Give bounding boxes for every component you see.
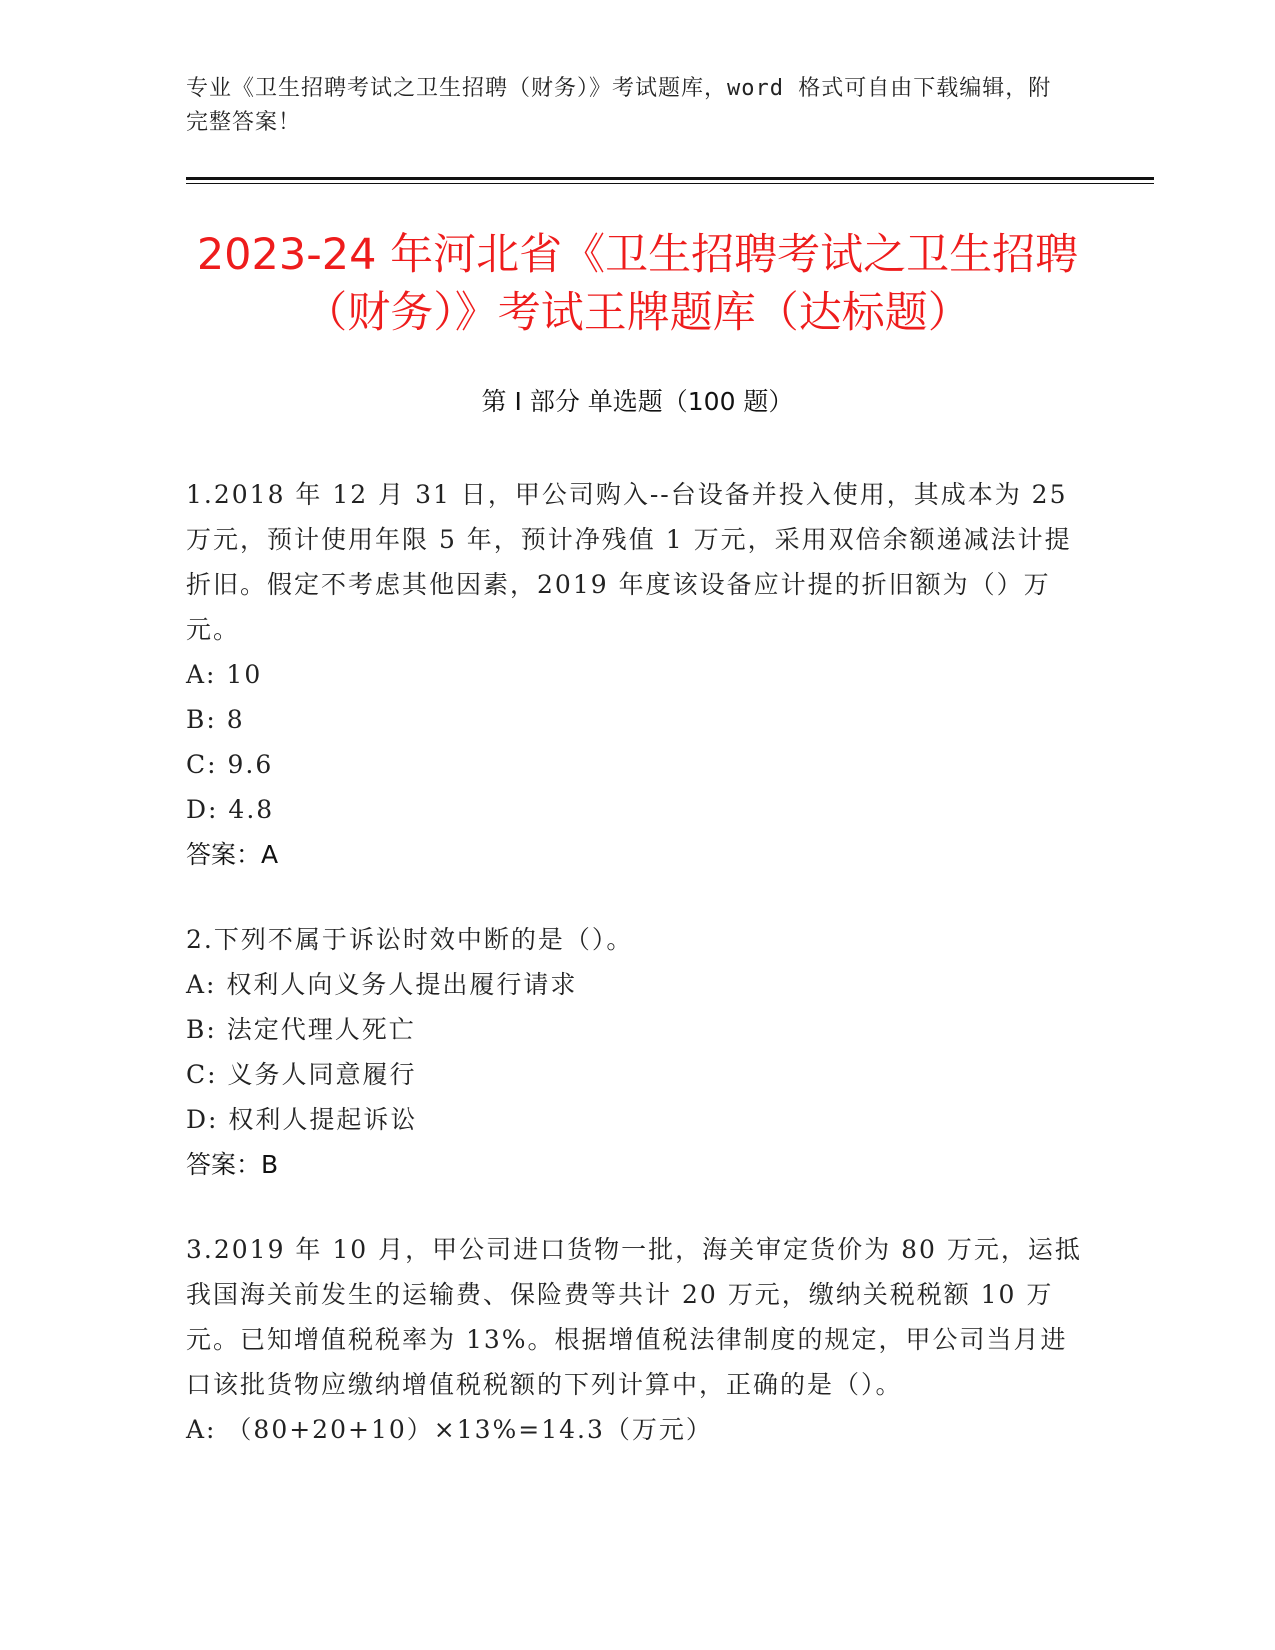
option-b: B: 8 <box>186 705 245 734</box>
option-a: A: 10 <box>186 660 263 689</box>
answer-line: 答案：A <box>186 840 279 869</box>
option-b: B: 法定代理人死亡 <box>186 1015 416 1044</box>
question-stem: 1.2018 年 12 月 31 日，甲公司购入--台设备并投入使用，其成本为 25 万元，预计使用年限 5 年，预计净残值 1 万元，采用双倍余额递减法计提折旧。假定不考虑其他因素，2019 年度该设备应计提的折旧额为（）万元。 <box>186 480 1072 644</box>
question-2 <box>186 917 1086 1187</box>
question-stem: 2.下列不属于诉讼时效中断的是（）。 <box>186 925 634 954</box>
option-a: A: （80+20+10）×13%=14.3（万元） <box>186 1415 713 1444</box>
question-1 <box>186 472 1086 877</box>
option-c: C: 义务人同意履行 <box>186 1060 417 1089</box>
option-c: C: 9.6 <box>186 750 274 779</box>
question-stem: 3.2019 年 10 月，甲公司进口货物一批，海关审定货价为 80 万元，运抵我国海关前发生的运输费、保险费等共计 20 万元，缴纳关税税额 10 万元。已知增值税税率为 13%。根据增值税法律制度的规定，甲公司当月进口该批货物应缴纳增值税税额的下列计算中，正确的是（）。 <box>186 1235 1082 1399</box>
question-3 <box>186 1227 1086 1452</box>
header-rule-thin <box>186 183 1154 184</box>
header-note: 专业《卫生招聘考试之卫生招聘（财务）》考试题库，word 格式可自由下载编辑，附完整答案！ <box>186 76 1052 135</box>
answer-line: 答案：B <box>186 1150 279 1179</box>
document-title: 2023-24 年河北省《卫生招聘考试之卫生招聘（财务）》考试王牌题库（达标题） <box>196 230 1079 338</box>
question-list <box>186 472 1086 1492</box>
option-d: D: 4.8 <box>186 795 275 824</box>
header-rule-thick <box>186 177 1154 180</box>
option-a: A: 权利人向义务人提出履行请求 <box>186 970 578 999</box>
option-d: D: 权利人提起诉讼 <box>186 1105 418 1134</box>
section-heading: 第 I 部分 单选题（100 题） <box>481 387 794 416</box>
